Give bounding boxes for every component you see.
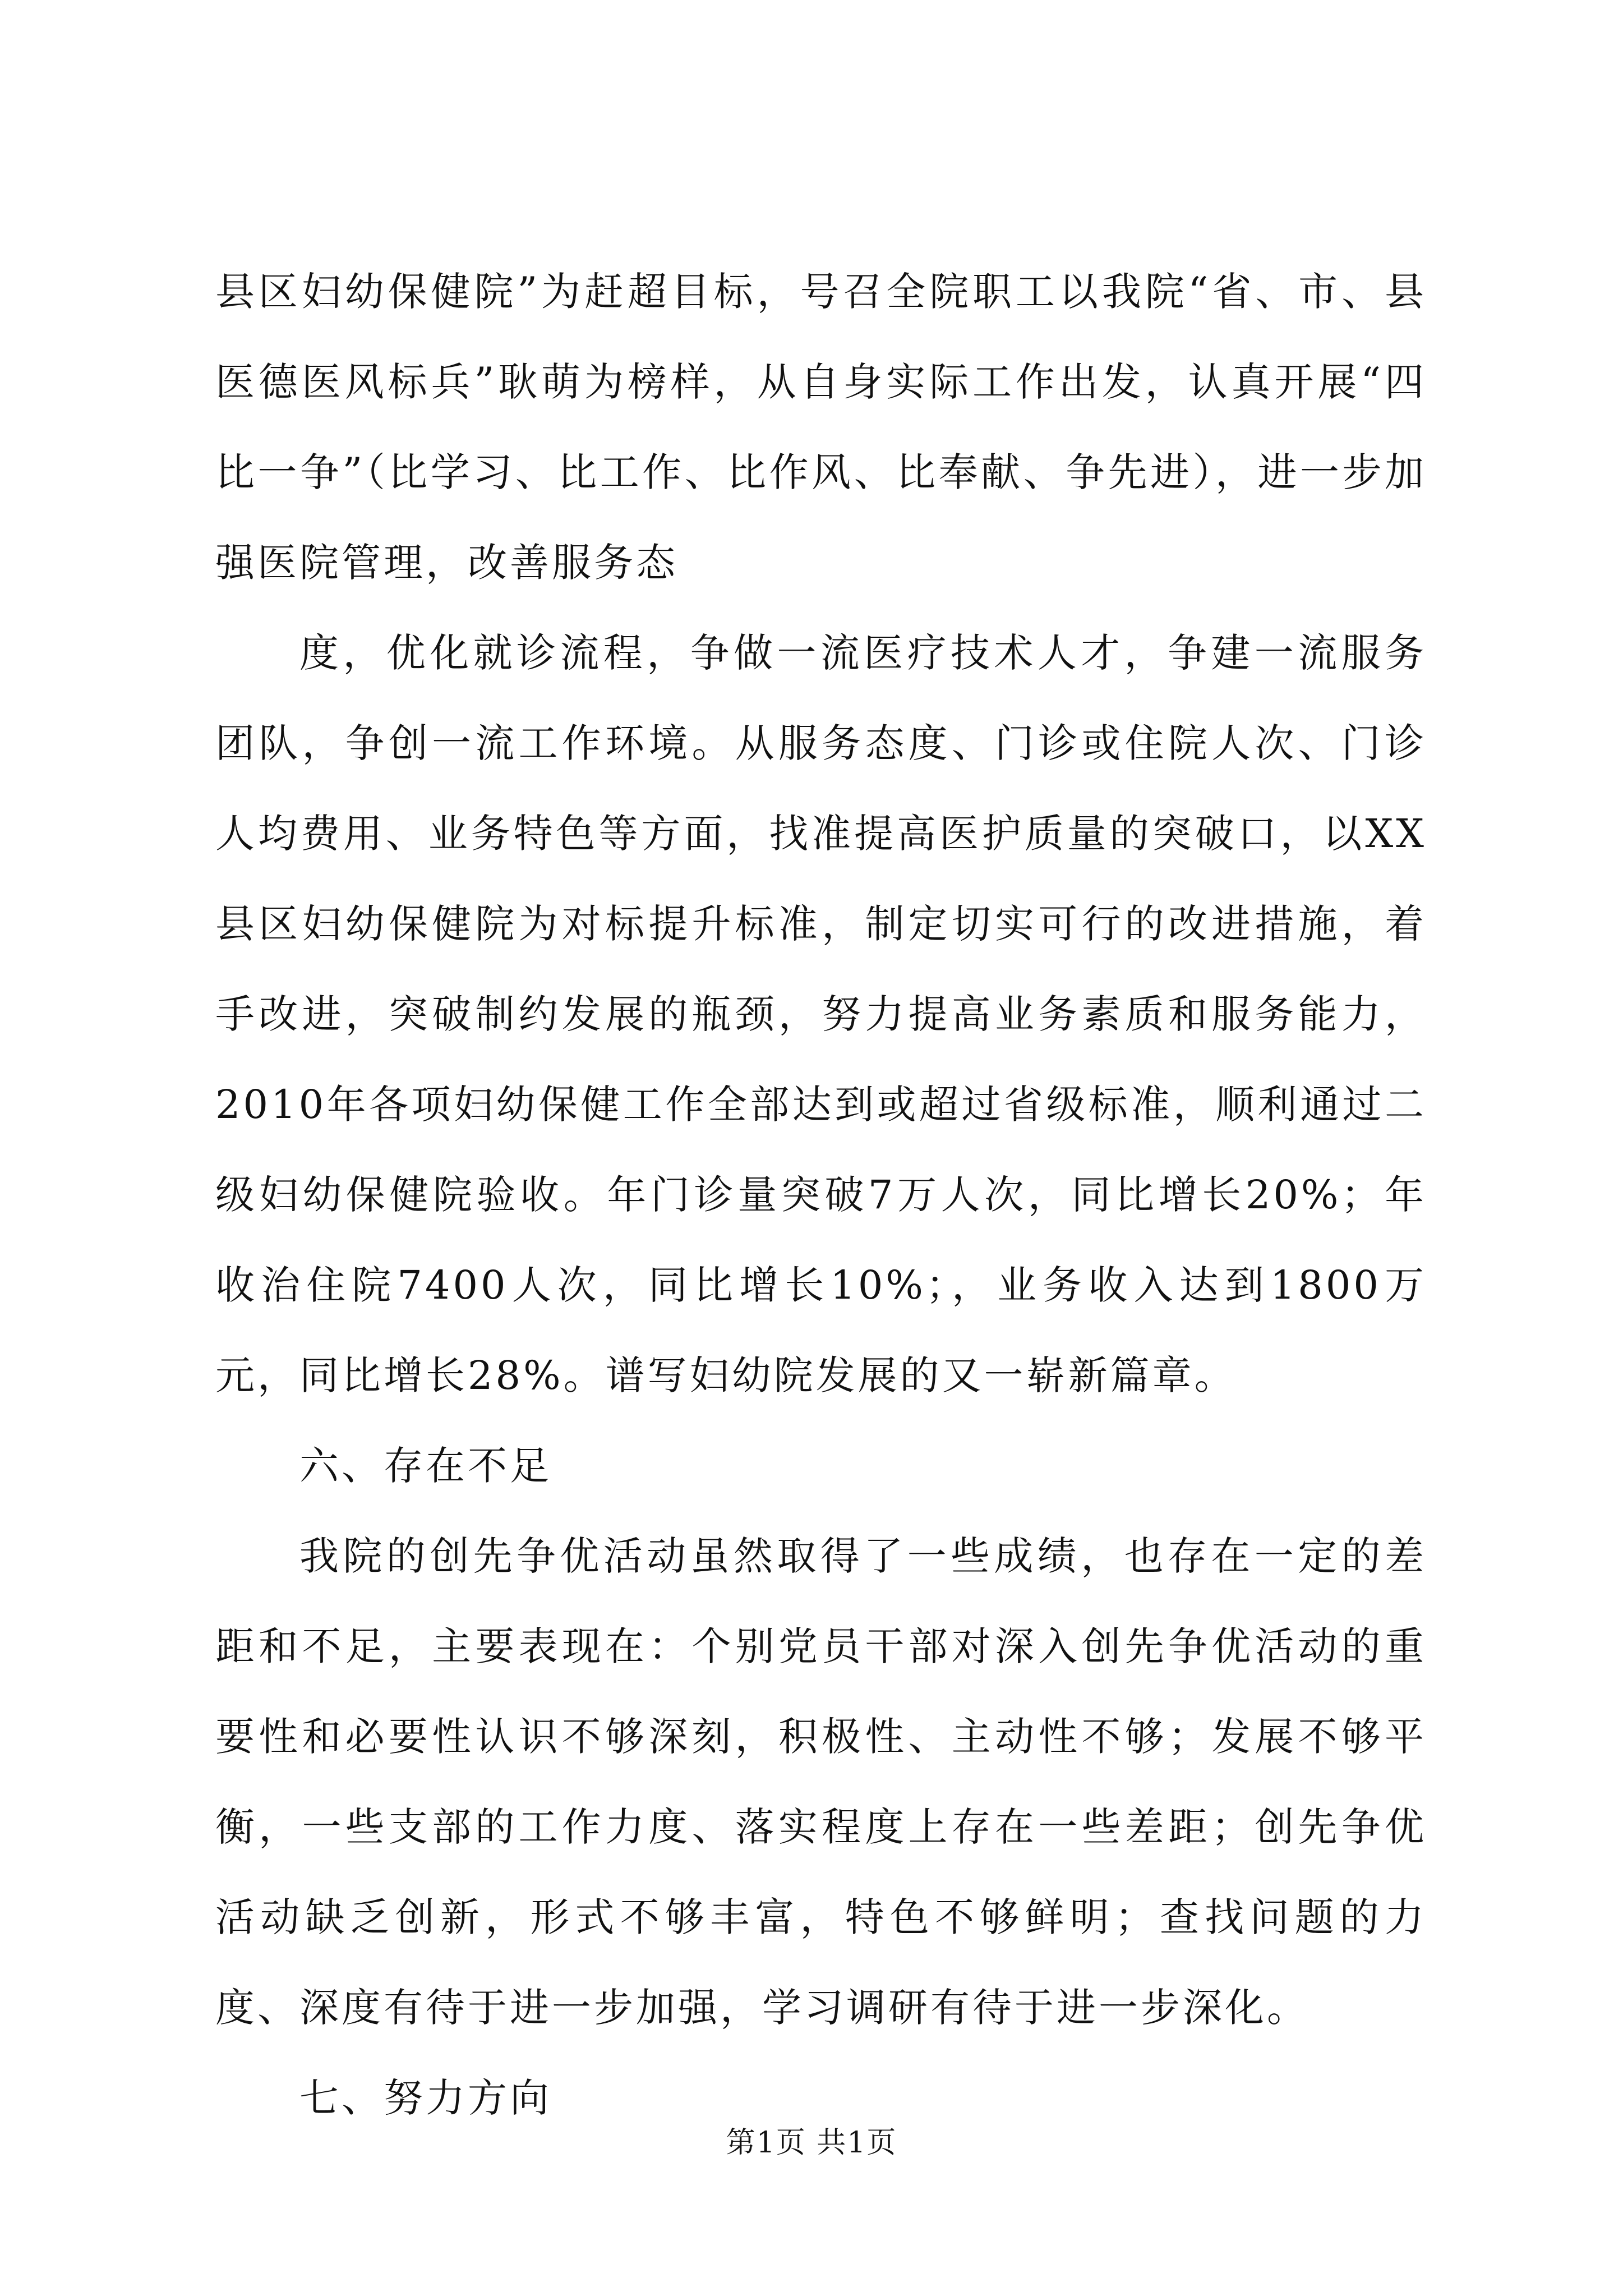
section-heading-shortcomings: 六、存在不足 [299,1443,552,1489]
document-body [215,247,1427,2143]
paragraph-shortcomings: 我院的创先争优活动虽然取得了一些成绩，也存在一定的差距和不足，主要表现在：个别党员干部对深入创先争优活动的重要性和必要性认识不够深刻，积极性、主动性不够；发展不够平衡，一些支部的工作力度、落实程度上存在一些差距；创先争优活动缺乏创新，形式不够丰富，特色不够鲜明；查找问题的力度、深度有待于进一步加强，学习调研有待于进一步深化。 [215,1533,1427,2031]
paragraph-continuation: 县区妇幼保健院”为赶超目标，号召全院职工以我院“省、市、县医德医风标兵”耿萌为榜样，从自身实际工作出发，认真开展“四比一争”（比学习、比工作、比作风、比奉献、争先进），进一步加强医院管理，改善服务态 [215,269,1427,586]
section-heading-direction: 七、努力方向 [299,2075,552,2121]
paragraph-achievements: 度，优化就诊流程，争做一流医疗技术人才，争建一流服务团队，争创一流工作环境。从服务态度、门诊或住院人次、门诊人均费用、业务特色等方面，找准提高医护质量的突破口，以XX县区妇幼保健院为对标提升标准，制定切实可行的改进措施，着手改进，突破制约发展的瓶颈，努力提高业务素质和服务能力，2010年各项妇幼保健工作全部达到或超过省级标准，顺利通过二级妇幼保健院验收。年门诊量突破7万人次，同比增长20%；年收治住院7400人次，同比增长10%；，业务收入达到1800万元，同比增长28%。谱写妇幼院发展的又一崭新篇章。 [215,630,1427,1398]
page-number-footer: 第1页 共1页 [726,2126,897,2160]
